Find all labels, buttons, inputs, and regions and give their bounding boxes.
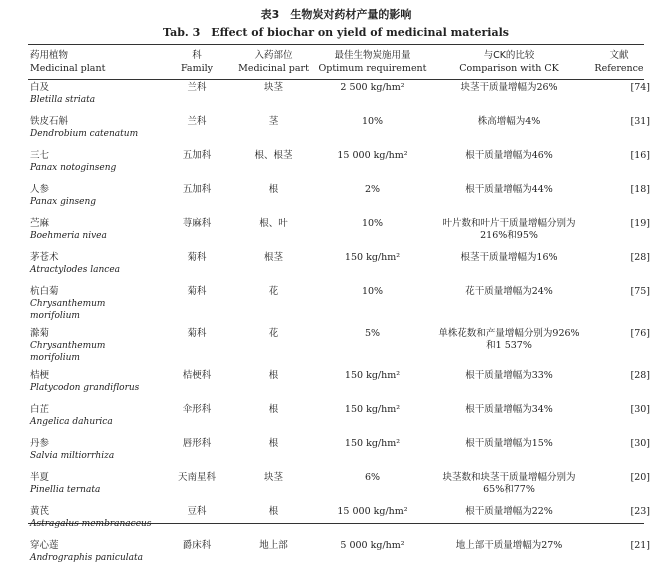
table-row [28,470,658,504]
cell-plant [28,368,160,402]
plant-zh: 穿心莲 [30,540,59,551]
cell-plant [28,182,160,216]
cell-family: 兰科 [187,82,207,93]
cell-reference: [74] [630,82,650,93]
plant-zh: 茅苍术 [30,252,59,263]
cell-part: 地上部 [259,540,288,551]
cell-part: 花 [268,328,279,339]
cell-plant [28,402,160,436]
yield-table [28,46,658,572]
table-row [28,250,658,284]
cell-comparison: 单株花数和产量增幅分别为926%和1 537% [438,328,580,351]
cell-reference: [28] [630,370,650,381]
table-row [28,80,658,114]
table-header-row [28,46,658,80]
cell-comparison: 地上部干质量增幅为27% [455,540,563,551]
cell-plant [28,538,160,572]
cell-part: 花 [268,286,279,297]
plant-latin: Pinellia ternata [30,485,101,495]
cell-amount: 15 000 kg/hm² [337,150,408,161]
cell-amount: 5% [364,328,381,339]
plant-latin: Andrographis paniculata [30,553,143,563]
cell-amount: 150 kg/hm² [344,404,401,415]
cell-comparison: 块茎干质量增幅为26% [460,82,558,93]
cell-reference: [23] [630,506,650,517]
header-plant-zh: 药用植物 [30,50,69,61]
cell-amount: 10% [361,218,384,229]
cell-reference: [75] [630,286,650,297]
cell-reference: [28] [630,252,650,263]
cell-reference: [16] [630,150,650,161]
header-plant-en: Medicinal plant [30,63,106,74]
header-reference-en: Reference [594,63,644,74]
header-amount-zh: 最佳生物炭施用量 [334,50,411,61]
table-row [28,436,658,470]
header-reference-zh: 文献 [609,50,629,61]
table-row [28,148,658,182]
table-row [28,182,658,216]
plant-latin: Astragalus membranaceus [30,519,152,529]
cell-comparison: 根干质量增幅为44% [465,184,553,195]
header-family [160,46,234,80]
plant-latin: Platycodon grandiflorus [30,383,140,393]
cell-part: 块茎 [263,472,283,483]
plant-latin: Atractylodes lancea [30,265,121,275]
plant-latin: Salvia miltiorrhiza [30,451,115,461]
header-part [234,46,313,80]
plant-zh: 三七 [30,150,50,161]
cell-comparison: 块茎数和块茎干质量增幅分别为65%和77% [442,472,576,495]
table-row [28,402,658,436]
cell-part: 根 [268,506,279,517]
header-comparison-zh: 与CK的比较 [483,50,535,61]
cell-part: 根、根茎 [254,150,293,161]
cell-comparison: 根干质量增幅为15% [465,438,553,449]
cell-reference: [20] [630,472,650,483]
cell-reference: [18] [630,184,650,195]
header-part-zh: 入药部位 [254,50,293,61]
plant-zh: 丹参 [30,438,50,449]
plant-zh: 白及 [30,82,50,93]
cell-plant [28,148,160,182]
cell-part: 根 [268,404,279,415]
plant-latin: Chrysanthemum morifolium [30,299,106,321]
header-amount [313,46,432,80]
cell-family: 菊科 [187,328,207,339]
header-plant [28,46,160,80]
cell-plant [28,436,160,470]
table-caption-zh: 表3 生物炭对药材产量的影响 [260,8,412,21]
cell-comparison: 根干质量增幅为46% [465,150,553,161]
cell-reference: [31] [630,116,650,127]
cell-reference: [76] [630,328,650,339]
cell-amount: 10% [361,116,384,127]
cell-comparison: 花干质量增幅为24% [465,286,553,297]
cell-amount: 150 kg/hm² [344,252,401,263]
cell-comparison: 叶片数和叶片干质量增幅分别为216%和95% [442,218,576,241]
cell-part: 根 [268,370,279,381]
cell-part: 根茎 [263,252,283,263]
plant-zh: 黄芪 [30,506,50,517]
cell-amount: 2 500 kg/hm² [340,82,405,93]
cell-amount: 150 kg/hm² [344,370,401,381]
header-part-en: Medicinal part [238,63,309,74]
cell-plant [28,80,160,114]
plant-zh: 滁菊 [30,328,50,339]
cell-plant [28,470,160,504]
cell-amount: 150 kg/hm² [344,438,401,449]
cell-family: 唇形科 [182,438,212,449]
table-row [28,216,658,250]
plant-latin: Panax notoginseng [30,163,117,173]
cell-plant [28,250,160,284]
cell-amount: 15 000 kg/hm² [337,506,408,517]
table-row [28,538,658,572]
table-row [28,326,658,368]
cell-family: 五加科 [182,150,212,161]
cell-comparison: 根干质量增幅为22% [465,506,553,517]
plant-latin: Angelica dahurica [30,417,113,427]
header-amount-en: Optimum requirement [318,63,427,74]
cell-plant [28,114,160,148]
cell-reference: [21] [630,540,650,551]
table-caption-en: Tab. 3 Effect of biochar on yield of medicinal materials [162,26,509,39]
cell-family: 菊科 [187,252,207,263]
plant-latin: Chrysanthemum morifolium [30,341,106,363]
cell-part: 根 [268,438,279,449]
cell-family: 兰科 [187,116,207,127]
header-comparison [432,46,586,80]
cell-reference: [30] [630,438,650,449]
cell-family: 爵床科 [182,540,212,551]
plant-latin: Bletilla striata [30,95,96,105]
plant-zh: 铁皮石斛 [30,116,69,127]
table-row [28,284,658,326]
cell-comparison: 根干质量增幅为33% [465,370,553,381]
cell-amount: 10% [361,286,384,297]
cell-part: 茎 [268,116,279,127]
header-family-zh: 科 [192,50,202,61]
table-row [28,368,658,402]
cell-plant [28,216,160,250]
plant-zh: 桔梗 [30,370,50,381]
plant-zh: 白芷 [30,404,50,415]
cell-family: 豆科 [187,506,207,517]
cell-comparison: 根茎干质量增幅为16% [460,252,558,263]
cell-family: 菊科 [187,286,207,297]
cell-part: 块茎 [263,82,283,93]
cell-family: 天南星科 [177,472,216,483]
cell-family: 伞形科 [182,404,212,415]
cell-family: 桔梗科 [182,370,212,381]
table-row [28,114,658,148]
cell-family: 五加科 [182,184,212,195]
cell-family: 荨麻科 [182,218,212,229]
plant-zh: 人参 [30,184,50,195]
header-comparison-en: Comparison with CK [459,63,559,74]
cell-reference: [19] [630,218,650,229]
plant-latin: Panax ginseng [30,197,97,207]
plant-latin: Boehmeria nivea [30,231,107,241]
plant-zh: 杭白菊 [30,286,59,297]
top-rule [28,44,644,45]
cell-comparison: 根干质量增幅为34% [465,404,553,415]
cell-part: 根 [268,184,279,195]
cell-comparison: 株高增幅为4% [477,116,541,127]
plant-latin: Dendrobium catenatum [30,129,139,139]
header-family-en: Family [180,63,214,74]
cell-amount: 5 000 kg/hm² [340,540,405,551]
cell-amount: 2% [364,184,381,195]
plant-zh: 苎麻 [30,218,50,229]
header-reference [586,46,658,80]
plant-zh: 半夏 [30,472,50,483]
cell-reference: [30] [630,404,650,415]
cell-part: 根、叶 [259,218,288,229]
cell-plant [28,326,160,368]
cell-plant [28,284,160,326]
cell-amount: 6% [364,472,381,483]
